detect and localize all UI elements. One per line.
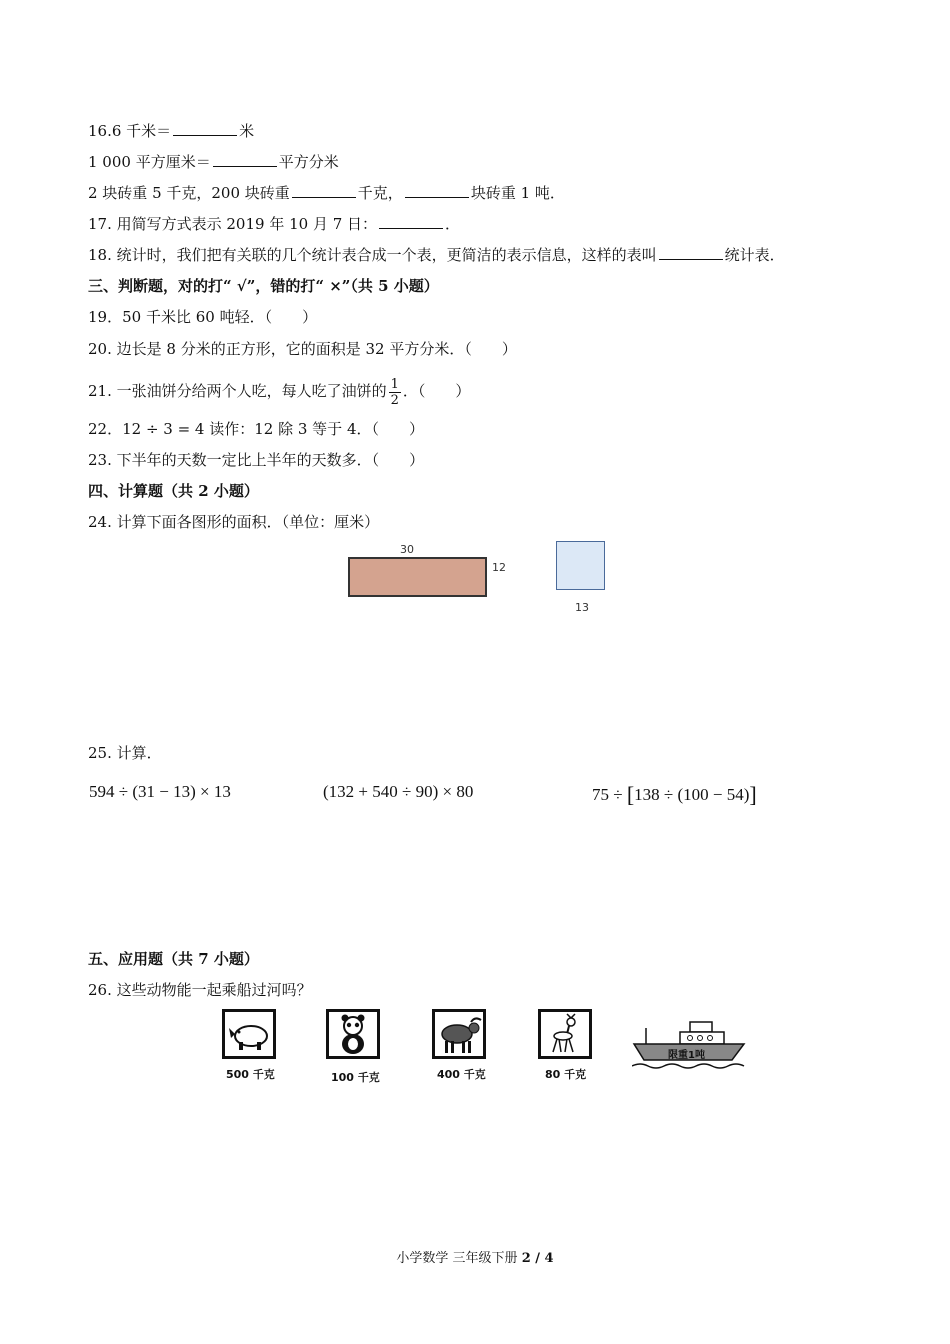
expression-2: (132 + 540 ÷ 90) × 80 [323, 782, 474, 801]
q16-b-unit: 平方分米 [278, 153, 339, 171]
question-26: 26. 这些动物能一起乘船过河吗？ [88, 981, 312, 999]
question-22: 22．12 ÷ 3 = 4 读作：12 除 3 等于 4．（ ） [88, 420, 424, 438]
square-side-label: 13 [575, 601, 589, 614]
ox-weight: 400 千克 [437, 1068, 486, 1081]
rhino-drawing [225, 1012, 273, 1056]
q16-c-text-2: 千克， [357, 184, 403, 202]
answer-blank[interactable] [213, 152, 277, 167]
answer-blank[interactable] [405, 183, 469, 198]
ox-drawing [435, 1012, 483, 1056]
panda-drawing [329, 1012, 377, 1056]
answer-blank[interactable] [659, 245, 723, 260]
rect-width-label: 30 [400, 543, 414, 556]
q16-a-unit: 米 [239, 122, 255, 140]
right-bracket: ] [749, 782, 757, 807]
answer-blank[interactable] [173, 121, 237, 136]
answer-blank[interactable] [379, 214, 443, 229]
q18-text: 18. 统计时，我们把有关联的几个统计表合成一个表，更简洁的表示信息，这样的表叫 [88, 246, 657, 264]
question-24: 24. 计算下面各图形的面积．（单位：厘米） [88, 513, 380, 531]
question-23: 23. 下半年的天数一定比上半年的天数多．（ ） [88, 451, 425, 469]
question-21 [88, 376, 470, 408]
q16-c-text-3: 块砖重 1 吨． [470, 184, 565, 202]
q17-end: ． [445, 215, 461, 233]
expression-3 [592, 782, 757, 808]
q16-c-text-1: 2 块砖重 5 千克，200 块砖重 [88, 184, 290, 202]
square-figure [556, 541, 605, 590]
q21-end: ．（ ） [402, 382, 471, 400]
deer-weight: 80 千克 [545, 1068, 587, 1081]
left-bracket: [ [626, 782, 635, 807]
expression-3-prefix: 75 ÷ [592, 785, 627, 804]
question-16-b [88, 152, 339, 172]
expression-1: 594 ÷ (31 − 13) × 13 [89, 782, 231, 801]
question-25: 25. 计算． [88, 744, 162, 762]
page-footer [0, 1247, 950, 1266]
panda-weight: 100 千克 [331, 1071, 380, 1084]
section-3-title: 三、判断题，对的打“ √”，错的打“ ×”（共 5 小题） [88, 277, 439, 295]
expression-3-inner: 138 ÷ (100 − 54) [634, 785, 750, 804]
answer-blank[interactable] [292, 183, 356, 198]
boat-icon [632, 1018, 746, 1070]
rectangle-figure [348, 557, 487, 597]
rhino-icon [222, 1009, 276, 1059]
footer-text: 小学数学 三年级下册 [396, 1251, 522, 1266]
deer-icon [538, 1009, 592, 1059]
q18-end: 统计表． [724, 246, 785, 264]
panda-icon [326, 1009, 380, 1059]
rhino-weight: 500 千克 [226, 1068, 275, 1081]
fraction [389, 377, 401, 408]
page-number: 2 / 4 [521, 1251, 554, 1266]
question-18 [88, 245, 785, 265]
boat-drawing [632, 1018, 746, 1070]
q17-text: 17. 用简写方式表示 2019 年 10 月 7 日： [88, 215, 378, 233]
q16-b-text: 1 000 平方厘米＝ [88, 153, 211, 171]
q16-a-text: 16.6 千米＝ [88, 122, 172, 140]
question-19: 19．50 千米比 60 吨轻．（ ） [88, 308, 318, 326]
boat-label: 限重1吨 [668, 1050, 705, 1061]
section-4-title: 四、计算题（共 2 小题） [88, 482, 259, 500]
rect-height-label: 12 [492, 561, 506, 574]
question-17 [88, 214, 460, 234]
fraction-denominator: 2 [390, 392, 399, 408]
question-16-a [88, 121, 254, 141]
ox-icon [432, 1009, 486, 1059]
question-20: 20. 边长是 8 分米的正方形，它的面积是 32 平方分米．（ ） [88, 340, 517, 358]
question-16-c [88, 183, 565, 203]
fraction-numerator: 1 [390, 376, 399, 392]
section-5-title: 五、应用题（共 7 小题） [88, 950, 259, 968]
q21-text: 21. 一张油饼分给两个人吃，每人吃了油饼的 [88, 382, 387, 400]
deer-drawing [541, 1012, 589, 1056]
